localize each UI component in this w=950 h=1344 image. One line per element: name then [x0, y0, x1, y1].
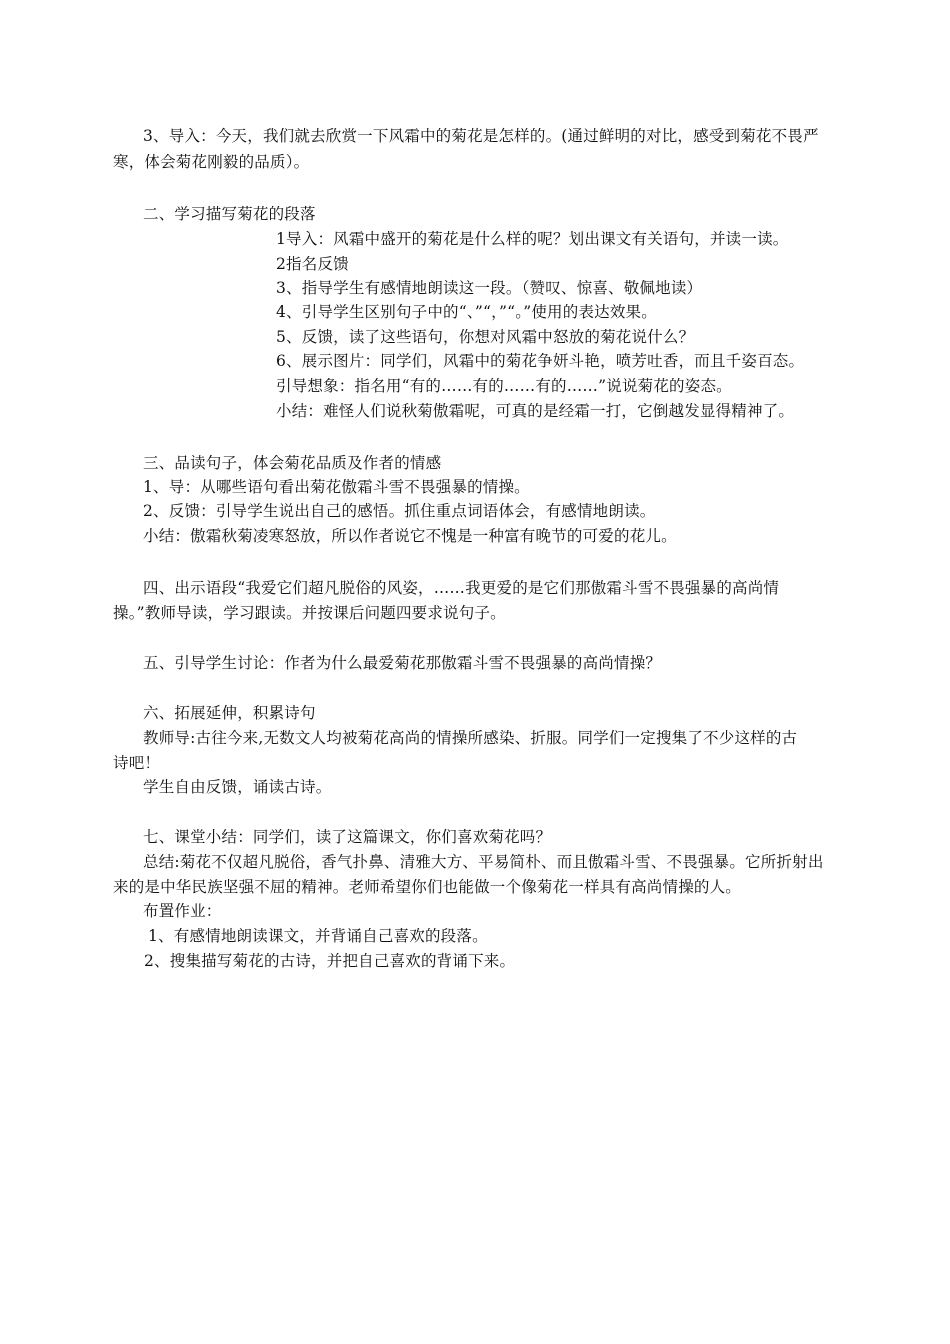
section-6-students: 学生自由反馈，诵读古诗。	[143, 778, 332, 796]
section-6-heading: 六、拓展延伸，积累诗句	[143, 704, 316, 722]
section-2-item-4: 4、引导学生区别句子中的“、”“，”“。”使用的表达效果。	[276, 303, 657, 321]
section-3-item-1: 1、导：从哪些语句看出菊花傲霜斗雪不畏强暴的情操。	[143, 478, 530, 496]
section-4-line-2: 操。”教师导读，学习跟读。并按课后问题四要求说句子。	[113, 604, 506, 622]
section-5-heading: 五、引导学生讨论：作者为什么最爱菊花那傲霜斗雪不畏强暴的高尚情操？	[143, 654, 662, 672]
section-7-summary-line-2: 来的是中华民族坚强不屈的精神。老师希望你们也能做一个像菊花一样具有高尚情操的人。	[113, 878, 742, 896]
homework-item-1: 1、有感情地朗读课文，并背诵自己喜欢的段落。	[148, 927, 488, 945]
section-2-item-5: 5、反馈，读了这些语句，你想对风霜中怒放的菊花说什么？	[276, 328, 695, 346]
section-3-heading: 三、品读句子，体会菊花品质及作者的情感	[143, 454, 442, 472]
section-2-item-1: 1导入：风霜中盛开的菊花是什么样的呢？划出课文有关语句，并读一读。	[276, 230, 789, 248]
section-2-heading: 二、学习描写菊花的段落	[143, 205, 316, 223]
section-2-summary: 小结：难怪人们说秋菊傲霜呢，可真的是经霜一打，它倒越发显得精神了。	[276, 402, 795, 420]
section-3-summary: 小结：傲霜秋菊凌寒怒放，所以作者说它不愧是一种富有晚节的可爱的花儿。	[143, 527, 677, 545]
intro-item-3-line-2: 寒，体会菊花刚毅的品质）。	[113, 153, 310, 171]
section-4-line-1: 四、出示语段“我爱它们超凡脱俗的风姿，……我更爱的是它们那傲霜斗雪不畏强暴的高尚情	[143, 579, 780, 597]
section-6-teacher-line-1: 教师导:古往今来,无数文人均被菊花高尚的情操所感染、折服。同学们一定搜集了不少这样的古	[143, 729, 798, 747]
section-6-teacher-line-2: 诗吧！	[113, 754, 161, 772]
section-2-item-3: 3、指导学生有感情地朗读这一段。（赞叹、惊喜、敬佩地读）	[276, 279, 703, 297]
section-3-item-2: 2、反馈：引导学生说出自己的感悟。抓住重点词语体会，有感情地朗读。	[143, 502, 656, 520]
section-7-summary-line-1: 总结:菊花不仅超凡脱俗，香气扑鼻、清雅大方、平易简朴、而且傲霜斗雪、不畏强暴。它所折射出	[143, 853, 824, 871]
homework-label: 布置作业：	[143, 902, 222, 920]
section-7-heading: 七、课堂小结：同学们，读了这篇课文，你们喜欢菊花吗？	[143, 828, 552, 846]
homework-item-2: 2、搜集描写菊花的古诗，并把自己喜欢的背诵下来。	[144, 952, 516, 970]
section-2-item-2: 2指名反馈	[276, 255, 349, 273]
section-2-imagine: 引导想象：指名用“有的……有的……有的……”说说菊花的姿态。	[276, 377, 732, 395]
section-2-item-6: 6、展示图片：同学们，风霜中的菊花争妍斗艳，喷芳吐香，而且千姿百态。	[276, 352, 805, 370]
intro-item-3-line-1: 3、导入：今天，我们就去欣赏一下风霜中的菊花是怎样的。(通过鲜明的对比，感受到菊花不畏严	[143, 127, 819, 145]
